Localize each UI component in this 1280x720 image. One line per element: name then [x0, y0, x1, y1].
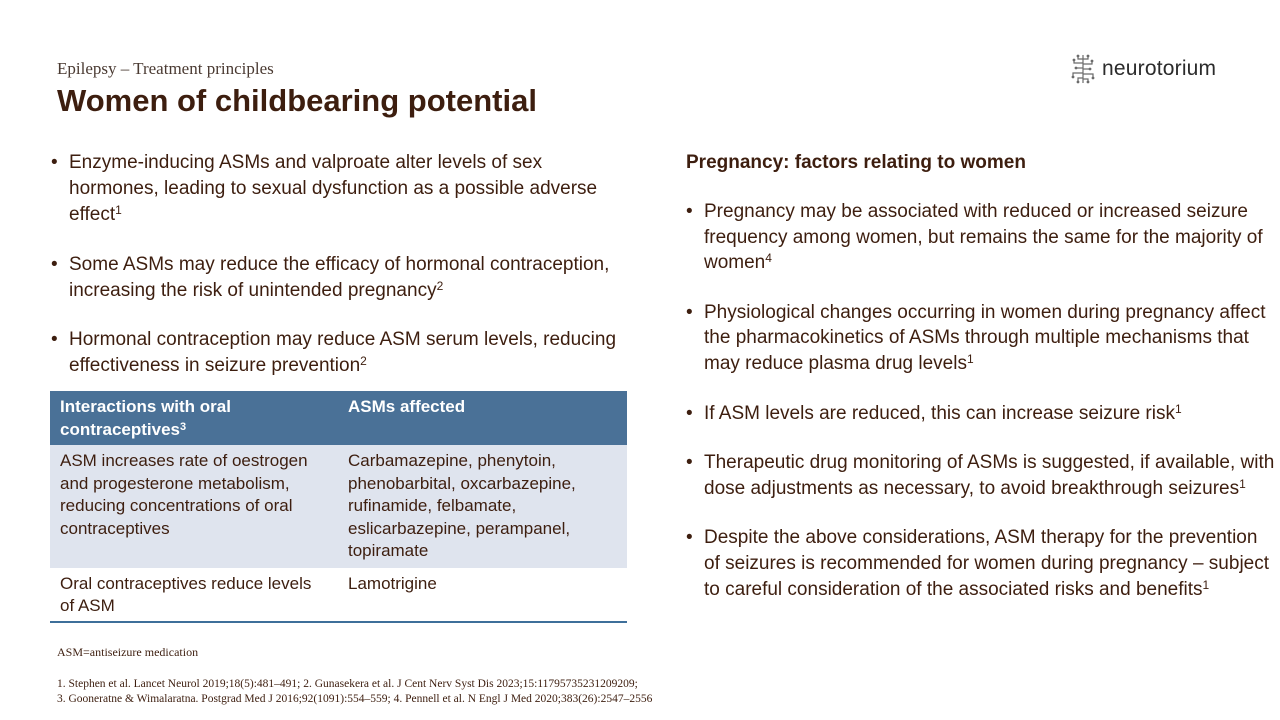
left-bullet-3-ref: 2 [360, 354, 367, 368]
pregnancy-heading: Pregnancy: factors relating to women [686, 152, 1026, 173]
left-bullet-3-text: Hormonal contraception may reduce ASM serum levels, reducing effectiveness in seizure prevention [69, 329, 617, 376]
left-bullet-3 [51, 327, 636, 379]
left-bullet-2 [51, 252, 636, 304]
references [57, 677, 652, 706]
left-bullet-list [51, 150, 636, 403]
table-header-interactions [50, 391, 338, 445]
table-cell-asms: Carbamazepine, phenytoin, phenobarbital, oxcarbazepine, rufinamide, felbamate, eslicarbazepine, perampanel, topiramate [338, 445, 627, 568]
table-cell-interaction: Oral contraceptives reduce levels of ASM [50, 568, 338, 622]
left-bullet-2-text: Some ASMs may reduce the efficacy of hormonal contraception, increasing the risk of unintended pregnancy [69, 254, 610, 301]
section-kicker: Epilepsy – Treatment principles [57, 59, 274, 78]
right-bullet-5-text: Despite the above considerations, ASM therapy for the prevention of seizures is recommended for women during pregnancy – subject to careful consideration of the associated risks and benefits [704, 527, 1270, 600]
neurotorium-logo [1070, 53, 1216, 85]
page-title: Women of childbearing potential [57, 83, 537, 118]
contraceptive-interactions-table [50, 391, 627, 623]
table-row [50, 568, 627, 622]
right-bullet-3 [686, 401, 1276, 427]
table-header-ref: 3 [180, 420, 187, 433]
left-bullet-1-text: Enzyme-inducing ASMs and valproate alter levels of sex hormones, leading to sexual dysfunction as a possible adverse effect [69, 152, 598, 225]
right-bullet-3-ref: 1 [1174, 401, 1182, 416]
right-bullet-5 [686, 525, 1276, 602]
references-line-2: 3. Gooneratne & Wimalaratna. Postgrad Med J 2016;92(1091):554–559; 4. Pennell et al. N Engl J Med 2020;383(26):2547–2556 [57, 692, 653, 705]
table-row [50, 445, 627, 568]
right-bullet-list [686, 199, 1276, 626]
table-header-asms: ASMs affected [338, 391, 627, 445]
abbreviation-note: ASM=antiseizure medication [57, 645, 199, 659]
right-bullet-3-text: If ASM levels are reduced, this can increase seizure risk [704, 402, 1175, 424]
right-bullet-1-ref: 4 [765, 251, 772, 266]
table-cell-interaction: ASM increases rate of oestrogen and progesterone metabolism, reducing concentrations of oral contraceptives [50, 445, 338, 568]
left-bullet-1-ref: 1 [115, 203, 122, 217]
table-header-row [50, 391, 627, 445]
right-bullet-1-text: Pregnancy may be associated with reduced or increased seizure frequency among women, but remains the same for the majority of women [704, 201, 1263, 274]
neurotorium-brain-circuit-logo-icon [1070, 53, 1096, 85]
right-bullet-5-ref: 1 [1202, 577, 1210, 592]
right-bullet-2 [686, 300, 1276, 377]
right-bullet-2-text: Physiological changes occurring in women during pregnancy affect the pharmacokinetics of ASMs through multiple mechanisms that may reduce plasma drug levels [704, 301, 1266, 374]
left-bullet-2-ref: 2 [436, 279, 444, 293]
right-bullet-2-ref: 1 [966, 351, 974, 366]
table-cell-asms: Lamotrigine [338, 568, 627, 622]
references-line-1: 1. Stephen et al. Lancet Neurol 2019;18(5):481–491; 2. Gunasekera et al. J Cent Nerv Syst Dis 2023;15:11795735231209209; [57, 678, 638, 690]
right-bullet-4-ref: 1 [1239, 476, 1246, 491]
table-header-interactions-text: Interactions with oral contraceptives [60, 397, 231, 439]
right-bullet-4-text: Therapeutic drug monitoring of ASMs is suggested, if available, with dose adjustments as necessary, to avoid breakthrough seizures [704, 452, 1275, 499]
left-bullet-1 [51, 150, 636, 228]
right-bullet-4 [686, 450, 1276, 501]
logo-text: neurotorium [1102, 57, 1217, 80]
right-bullet-1 [686, 199, 1276, 276]
